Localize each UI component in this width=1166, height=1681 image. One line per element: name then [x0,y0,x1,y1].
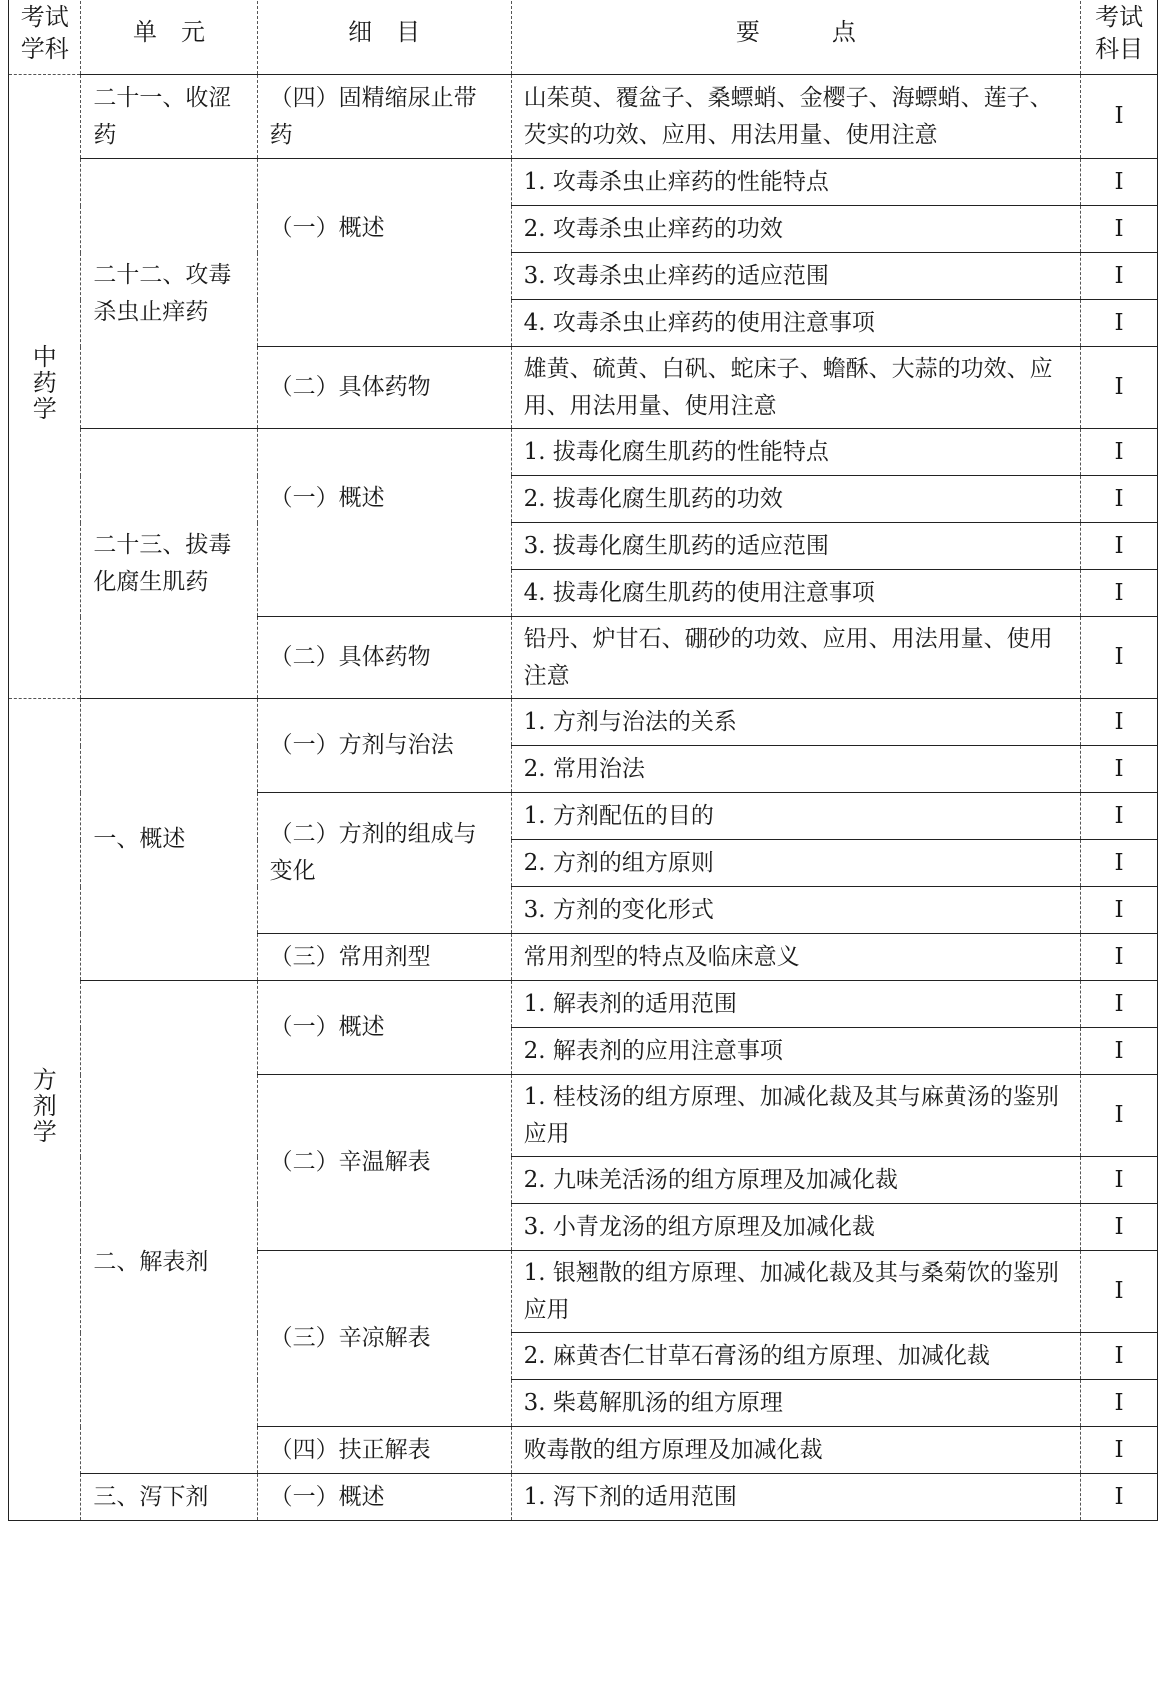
table-row [9,159,1158,206]
point-cell: 常用剂型的特点及临床意义 [511,934,1081,981]
point-cell: 3. 方剂的变化形式 [511,887,1081,934]
point-cell: 4. 攻毒杀虫止痒药的使用注意事项 [511,300,1081,347]
level-cell: Ⅰ [1081,1204,1158,1251]
table-row [9,1474,1158,1521]
point-cell: 3. 攻毒杀虫止痒药的适应范围 [511,253,1081,300]
table-row [9,75,1158,159]
level-cell: Ⅰ [1081,75,1158,159]
unit-cell: 二、解表剂 [81,981,257,1474]
item-cell: （一）方剂与治法 [257,699,511,793]
header-level-line1: 考试 [1095,2,1144,31]
level-cell: Ⅰ [1081,476,1158,523]
subject-label: 中药学 [32,343,57,423]
level-cell: Ⅰ [1081,1427,1158,1474]
item-cell: （一）概述 [257,1474,511,1521]
item-cell: （一）概述 [257,159,511,347]
level-cell: Ⅰ [1081,1380,1158,1427]
level-cell: Ⅰ [1081,617,1158,699]
level-cell: Ⅰ [1081,253,1158,300]
header-level-line2: 科目 [1095,34,1144,63]
point-cell: 2. 九味羌活汤的组方原理及加减化裁 [511,1157,1081,1204]
item-cell: （四）扶正解表 [257,1427,511,1474]
level-cell: Ⅰ [1081,1474,1158,1521]
subject-label: 方剂学 [32,1066,57,1146]
level-cell: Ⅰ [1081,1157,1158,1204]
level-cell: Ⅰ [1081,347,1158,429]
unit-cell: 三、泻下剂 [81,1474,257,1521]
point-cell: 败毒散的组方原理及加减化裁 [511,1427,1081,1474]
level-cell: Ⅰ [1081,1028,1158,1075]
table-row [9,429,1158,476]
level-cell: Ⅰ [1081,840,1158,887]
point-cell: 2. 麻黄杏仁甘草石膏汤的组方原理、加减化裁 [511,1333,1081,1380]
header-subject-line1: 考试 [20,2,69,31]
unit-cell: 一、概述 [81,699,257,981]
point-cell: 山茱萸、覆盆子、桑螵蛸、金樱子、海螵蛸、莲子、芡实的功效、应用、用法用量、使用注意 [511,75,1081,159]
point-cell: 4. 拔毒化腐生肌药的使用注意事项 [511,570,1081,617]
point-cell: 2. 方剂的组方原则 [511,840,1081,887]
level-cell: Ⅰ [1081,887,1158,934]
point-cell: 1. 攻毒杀虫止痒药的性能特点 [511,159,1081,206]
point-cell: 1. 泻下剂的适用范围 [511,1474,1081,1521]
subject-fangji [9,699,81,1521]
header-point: 要 点 [511,0,1081,75]
level-cell: Ⅰ [1081,699,1158,746]
item-cell: （二）辛温解表 [257,1075,511,1251]
level-cell: Ⅰ [1081,523,1158,570]
point-cell: 3. 小青龙汤的组方原理及加减化裁 [511,1204,1081,1251]
level-cell: Ⅰ [1081,793,1158,840]
point-cell: 雄黄、硫黄、白矾、蛇床子、蟾酥、大蒜的功效、应用、用法用量、使用注意 [511,347,1081,429]
level-cell: Ⅰ [1081,1075,1158,1157]
point-cell: 2. 解表剂的应用注意事项 [511,1028,1081,1075]
point-cell: 铅丹、炉甘石、硼砂的功效、应用、用法用量、使用注意 [511,617,1081,699]
item-cell: （一）概述 [257,981,511,1075]
item-cell: （一）概述 [257,429,511,617]
level-cell: Ⅰ [1081,206,1158,253]
item-cell: （三）常用剂型 [257,934,511,981]
unit-cell: 二十三、拔毒化腐生肌药 [81,429,257,699]
point-cell: 2. 常用治法 [511,746,1081,793]
unit-cell: 二十二、攻毒杀虫止痒药 [81,159,257,429]
point-cell: 2. 拔毒化腐生肌药的功效 [511,476,1081,523]
header-item: 细 目 [257,0,511,75]
header-subject [9,0,81,75]
header-subject-line2: 学科 [20,34,69,63]
item-cell: （三）辛凉解表 [257,1251,511,1427]
level-cell: Ⅰ [1081,934,1158,981]
point-cell: 2. 攻毒杀虫止痒药的功效 [511,206,1081,253]
level-cell: Ⅰ [1081,570,1158,617]
level-cell: Ⅰ [1081,300,1158,347]
level-cell: Ⅰ [1081,981,1158,1028]
level-cell: Ⅰ [1081,746,1158,793]
item-cell: （二）具体药物 [257,347,511,429]
point-cell: 1. 拔毒化腐生肌药的性能特点 [511,429,1081,476]
point-cell: 1. 桂枝汤的组方原理、加减化裁及其与麻黄汤的鉴别应用 [511,1075,1081,1157]
table-row [9,699,1158,746]
level-cell: Ⅰ [1081,429,1158,476]
item-cell: （二）具体药物 [257,617,511,699]
item-cell: （四）固精缩尿止带药 [257,75,511,159]
level-cell: Ⅰ [1081,159,1158,206]
point-cell: 1. 银翘散的组方原理、加减化裁及其与桑菊饮的鉴别应用 [511,1251,1081,1333]
item-cell: （二）方剂的组成与变化 [257,793,511,934]
point-cell: 3. 柴葛解肌汤的组方原理 [511,1380,1081,1427]
level-cell: Ⅰ [1081,1251,1158,1333]
table-row [9,981,1158,1028]
point-cell: 1. 解表剂的适用范围 [511,981,1081,1028]
header-level [1081,0,1158,75]
point-cell: 3. 拔毒化腐生肌药的适应范围 [511,523,1081,570]
point-cell: 1. 方剂与治法的关系 [511,699,1081,746]
subject-zhongyao [9,75,81,699]
level-cell: Ⅰ [1081,1333,1158,1380]
table-header [9,0,1158,75]
header-unit: 单 元 [81,0,257,75]
syllabus-table [8,0,1158,1521]
unit-cell: 二十一、收涩药 [81,75,257,159]
point-cell: 1. 方剂配伍的目的 [511,793,1081,840]
